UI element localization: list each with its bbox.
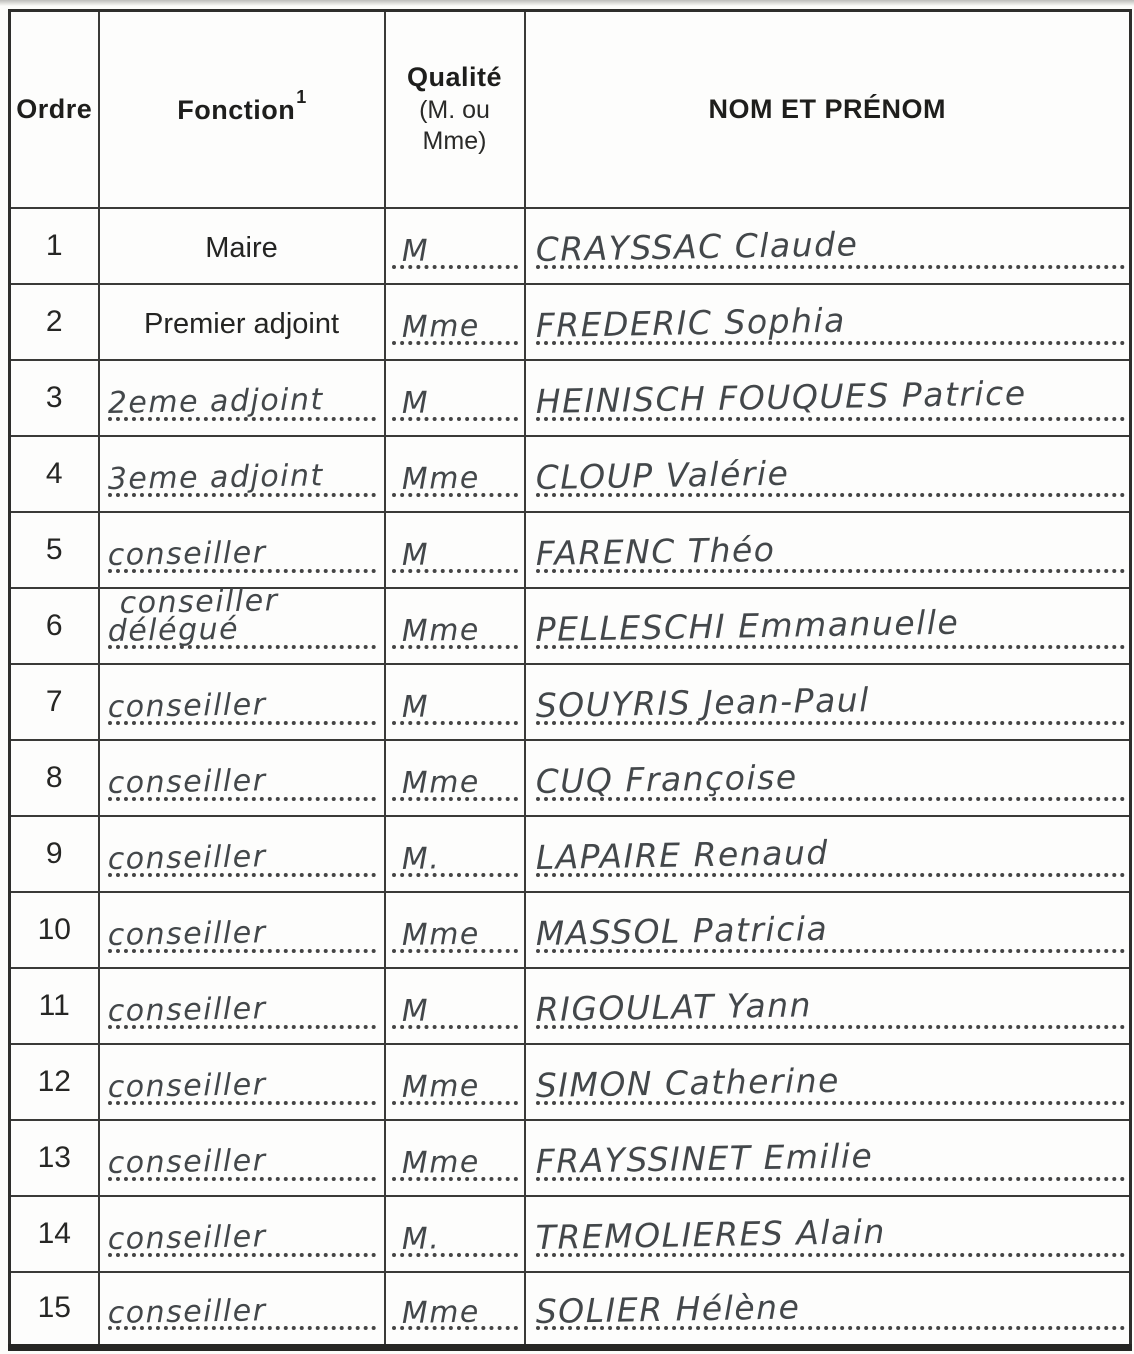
qualite-cell	[385, 436, 525, 512]
qualite-handwriting: M.	[400, 1221, 440, 1257]
dotted-write-line	[392, 841, 518, 877]
qualite-cell	[385, 360, 525, 436]
dotted-write-line	[392, 385, 518, 421]
header-fonction	[99, 11, 385, 208]
fonction-handwriting: 3eme adjoint	[106, 458, 324, 497]
nom-handwriting: FREDERIC Sophia	[534, 301, 846, 346]
nom-handwriting: MASSOL Patricia	[534, 909, 828, 954]
table-header-row	[10, 11, 1131, 208]
qualite-cell	[385, 892, 525, 968]
dotted-write-line	[392, 233, 518, 269]
nom-cell	[525, 436, 1131, 512]
fonction-cell	[99, 208, 385, 284]
dotted-write-line	[534, 301, 1126, 346]
header-ordre-label: Ordre	[16, 93, 93, 124]
dotted-write-line	[106, 1067, 376, 1105]
fonction-handwriting: conseiller	[106, 535, 267, 573]
dotted-write-line	[106, 458, 376, 497]
nom-cell	[525, 968, 1131, 1044]
nom-cell	[525, 208, 1131, 284]
fonction-handwriting: conseiller	[106, 1143, 267, 1181]
nom-handwriting: SOLIER Hélène	[534, 1287, 801, 1331]
ordre-cell: 2	[10, 284, 99, 360]
dotted-write-line	[392, 689, 518, 725]
header-ordre	[10, 11, 99, 208]
dotted-write-line	[106, 382, 376, 421]
fonction-cell	[99, 1044, 385, 1120]
table-row	[10, 1044, 1131, 1120]
nom-cell	[525, 1272, 1131, 1348]
ordre-cell: 15	[10, 1272, 99, 1348]
fonction-cell	[99, 436, 385, 512]
dotted-write-line	[534, 909, 1126, 954]
qualite-handwriting: M.	[400, 841, 440, 877]
nom-handwriting: FARENC Théo	[534, 530, 776, 574]
ordre-cell: 1	[10, 208, 99, 284]
fonction-handwriting: conseiller	[106, 687, 267, 725]
header-fonction-label: Fonction$^1$	[177, 86, 307, 125]
ordre-cell: 6	[10, 588, 99, 664]
table-row	[10, 740, 1131, 816]
table-row	[10, 1196, 1131, 1272]
fonction-cell	[99, 892, 385, 968]
nom-cell	[525, 1044, 1131, 1120]
dotted-write-line	[392, 612, 518, 649]
fonction-cell	[99, 1272, 385, 1348]
ordre-cell: 9	[10, 816, 99, 892]
qualite-handwriting: M	[400, 993, 429, 1029]
dotted-write-line	[106, 535, 376, 573]
fonction-cell	[99, 360, 385, 436]
fonction-handwriting: conseiller	[106, 991, 267, 1029]
nom-cell	[525, 588, 1131, 664]
dotted-write-line	[534, 224, 1126, 270]
qualite-handwriting: M	[400, 537, 429, 573]
dotted-write-line	[534, 680, 1126, 726]
qualite-cell	[385, 664, 525, 740]
nom-handwriting: RIGOULAT Yann	[534, 985, 812, 1030]
fonction-cell	[99, 740, 385, 816]
qualite-cell	[385, 284, 525, 360]
dotted-write-line	[392, 460, 518, 497]
qualite-handwriting: Mme	[400, 1068, 480, 1105]
qualite-handwriting: M	[400, 385, 429, 421]
table-row	[10, 892, 1131, 968]
dotted-write-line	[392, 308, 518, 345]
qualite-handwriting: M	[400, 689, 429, 725]
dotted-write-line	[392, 993, 518, 1029]
nom-cell	[525, 284, 1131, 360]
dotted-write-line	[106, 687, 376, 725]
qualite-handwriting: Mme	[400, 460, 480, 497]
table-row	[10, 816, 1131, 892]
fonction-handwriting: conseiller	[106, 1067, 267, 1105]
footnote-ref: 1	[296, 86, 307, 107]
council-members-table	[8, 9, 1132, 1351]
table-row	[10, 1120, 1131, 1196]
dotted-write-line	[392, 1144, 518, 1181]
ordre-cell: 13	[10, 1120, 99, 1196]
dotted-write-line	[392, 764, 518, 801]
ordre-cell: 3	[10, 360, 99, 436]
ordre-cell: 12	[10, 1044, 99, 1120]
qualite-handwriting: Mme	[400, 612, 480, 649]
table-row	[10, 284, 1131, 360]
dotted-write-line	[534, 530, 1126, 574]
fonction-handwriting: conseiller	[106, 763, 267, 801]
nom-handwriting: HEINISCH FOUQUES Patrice	[534, 373, 1027, 422]
fonction-handwriting: conseiller	[106, 1219, 267, 1257]
nom-cell	[525, 360, 1131, 436]
ordre-cell: 11	[10, 968, 99, 1044]
dotted-write-line	[534, 1061, 1126, 1106]
fonction-handwriting: conseiller	[106, 1292, 267, 1331]
nom-cell	[525, 664, 1131, 740]
fonction-cell	[99, 284, 385, 360]
table-row	[10, 588, 1131, 664]
qualite-cell	[385, 512, 525, 588]
fonction-handwriting: conseiller	[106, 915, 267, 953]
dotted-write-line	[106, 1143, 376, 1181]
fonction-printed: Maire	[205, 231, 278, 264]
nom-cell	[525, 816, 1131, 892]
qualite-cell	[385, 1044, 525, 1120]
qualite-cell	[385, 816, 525, 892]
qualite-cell	[385, 588, 525, 664]
table-row	[10, 968, 1131, 1044]
scan-edge-artifact	[0, 0, 1134, 6]
qualite-handwriting: Mme	[400, 308, 480, 345]
fonction-printed: Premier adjoint	[143, 307, 340, 340]
dotted-write-line	[106, 839, 376, 877]
qualite-handwriting: Mme	[400, 764, 480, 801]
dotted-write-line	[534, 1212, 1126, 1258]
fonction-cell	[99, 1120, 385, 1196]
dotted-write-line	[392, 1294, 518, 1331]
dotted-write-line	[534, 833, 1126, 878]
header-nom-label: NOM ET PRÉNOM	[708, 93, 946, 124]
dotted-write-line	[392, 916, 518, 953]
fonction-cell	[99, 583, 385, 664]
ordre-cell: 14	[10, 1196, 99, 1272]
nom-handwriting: CLOUP Valérie	[534, 454, 790, 498]
dotted-write-line	[534, 1136, 1126, 1182]
fonction-cell	[99, 664, 385, 740]
header-nom	[525, 11, 1131, 208]
fonction-cell	[99, 968, 385, 1044]
nom-handwriting: PELLESCHI Emmanuelle	[534, 603, 960, 650]
dotted-write-line	[106, 991, 376, 1029]
fonction-handwriting: 2eme adjoint	[106, 382, 324, 421]
fonction-handwriting: conseiller	[106, 839, 267, 877]
qualite-handwriting: Mme	[400, 1294, 480, 1331]
dotted-write-line	[106, 611, 376, 649]
table-row	[10, 664, 1131, 740]
table-row	[10, 1272, 1131, 1348]
qualite-cell	[385, 1272, 525, 1348]
nom-handwriting: FRAYSSINET Emilie	[534, 1136, 874, 1182]
dotted-write-line	[392, 1068, 518, 1105]
nom-cell	[525, 892, 1131, 968]
qualite-cell	[385, 968, 525, 1044]
dotted-write-line	[392, 1221, 518, 1257]
dotted-write-line	[106, 915, 376, 953]
header-qualite	[385, 11, 525, 208]
header-qualite-subtitle: (M. ou Mme)	[419, 95, 490, 155]
qualite-cell	[385, 1196, 525, 1272]
dotted-write-line	[534, 1287, 1126, 1331]
nom-cell	[525, 740, 1131, 816]
qualite-cell	[385, 208, 525, 284]
fonction-cell	[99, 816, 385, 892]
fonction-handwriting-line2: délégué	[106, 611, 239, 649]
header-qualite-label: Qualité	[406, 61, 503, 92]
nom-cell	[525, 1120, 1131, 1196]
dotted-write-line	[534, 373, 1126, 422]
table-row	[10, 208, 1131, 284]
dotted-write-line	[534, 454, 1126, 498]
dotted-write-line	[106, 1219, 376, 1257]
dotted-write-line	[392, 537, 518, 573]
qualite-handwriting: M	[400, 233, 429, 269]
qualite-cell	[385, 740, 525, 816]
qualite-cell	[385, 1120, 525, 1196]
nom-handwriting: CRAYSSAC Claude	[534, 224, 859, 270]
dotted-write-line	[534, 757, 1126, 802]
fonction-cell	[99, 1196, 385, 1272]
ordre-cell: 8	[10, 740, 99, 816]
ordre-cell: 5	[10, 512, 99, 588]
dotted-write-line	[106, 1292, 376, 1331]
table-row	[10, 360, 1131, 436]
nom-handwriting: TREMOLIERES Alain	[534, 1212, 886, 1258]
ordre-cell: 4	[10, 436, 99, 512]
table-row	[10, 436, 1131, 512]
nom-handwriting: SIMON Catherine	[534, 1061, 840, 1106]
nom-handwriting: SOUYRIS Jean-Paul	[534, 680, 870, 726]
dotted-write-line	[534, 985, 1126, 1030]
dotted-write-line	[106, 763, 376, 801]
ordre-cell: 10	[10, 892, 99, 968]
nom-cell	[525, 512, 1131, 588]
ordre-cell: 7	[10, 664, 99, 740]
fonction-cell	[99, 512, 385, 588]
nom-handwriting: LAPAIRE Renaud	[534, 833, 829, 878]
fonction-handwriting-line1: conseiller	[118, 583, 279, 621]
nom-cell	[525, 1196, 1131, 1272]
qualite-handwriting: Mme	[400, 916, 480, 953]
qualite-handwriting: Mme	[400, 1144, 480, 1181]
table-row	[10, 512, 1131, 588]
nom-handwriting: CUQ Françoise	[534, 757, 798, 802]
dotted-write-line	[534, 603, 1126, 650]
